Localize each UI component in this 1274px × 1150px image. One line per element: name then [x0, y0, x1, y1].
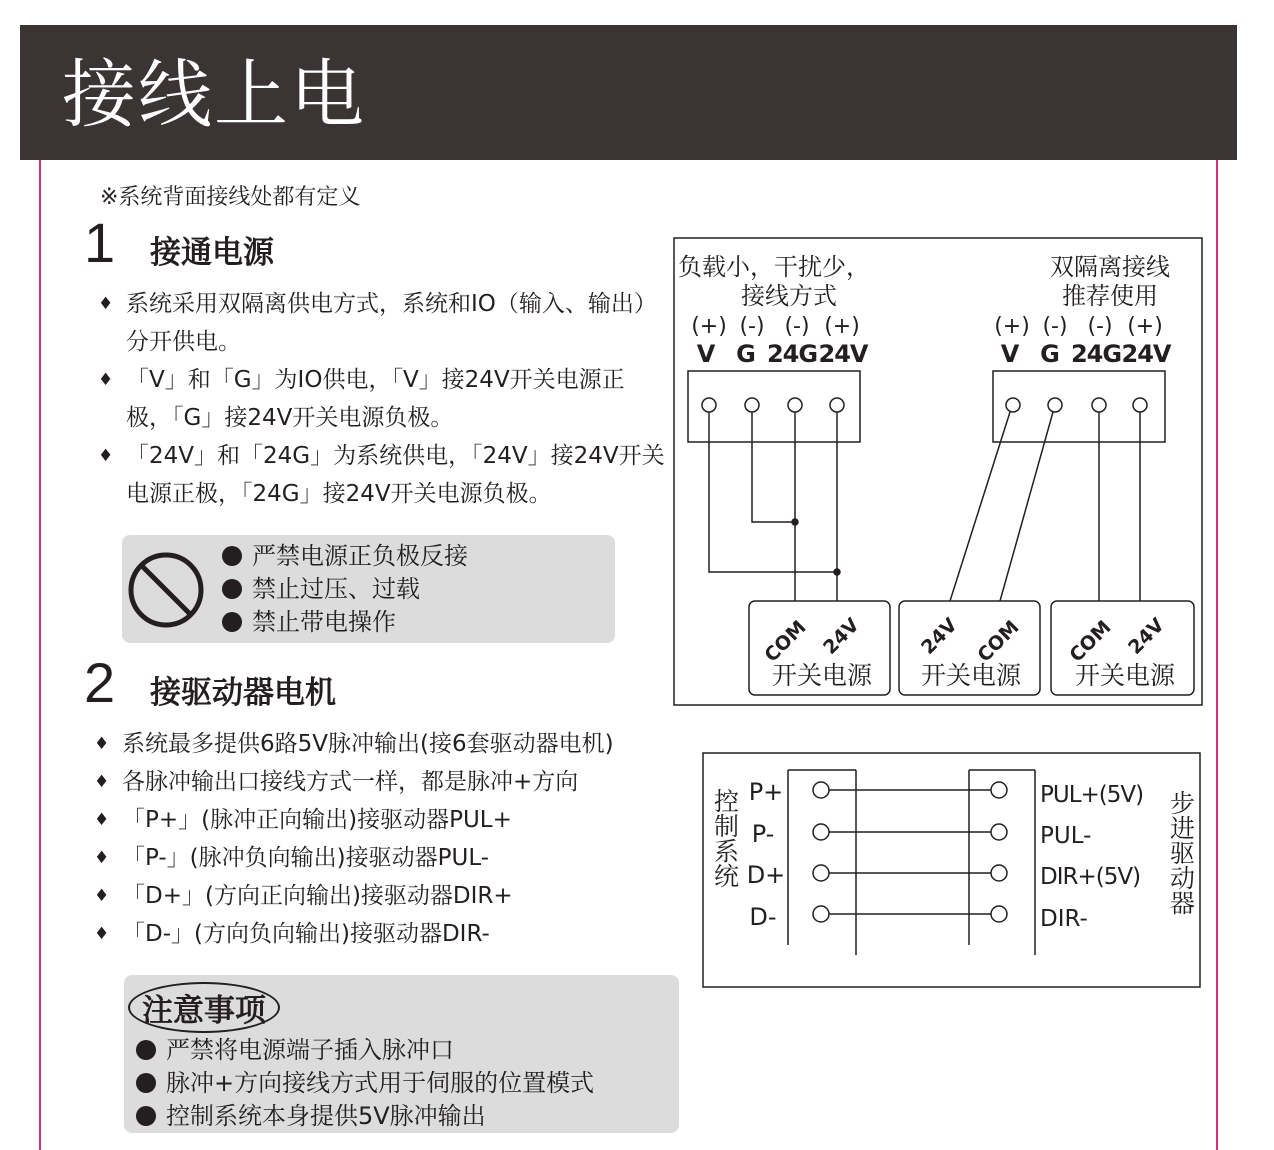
polarity-label: (+) [994, 314, 1030, 339]
pulse-diagram-labels [711, 778, 1196, 932]
diamond-bullet-icon: ♦ [94, 772, 110, 792]
diamond-bullet-icon: ♦ [94, 734, 110, 754]
diamond-bullet-icon: ♦ [98, 446, 114, 466]
terminal-label: 24V [818, 340, 868, 368]
definition-note: ※系统背面接线处都有定义 [100, 185, 361, 210]
psu-label: 开关电源 [920, 661, 1022, 690]
terminal-label: V [1000, 340, 1020, 368]
list-item: 脉冲+方向接线方式用于伺服的位置模式 [136, 1067, 594, 1100]
polarity-label: (-) [739, 314, 765, 339]
list-item: ♦ 「P-」(脉冲负向输出)接驱动器PUL- [90, 839, 690, 877]
page-title: 接线上电 [62, 52, 366, 138]
diamond-bullet-icon: ♦ [94, 810, 110, 830]
notice-title: 注意事项 [128, 982, 280, 1033]
left-caption-line-1: 负载小，干扰少， [678, 253, 870, 281]
list-item: 严禁电源正负极反接 [222, 540, 468, 573]
terminal-label: 24G [1070, 340, 1122, 368]
driver-vertical-label: 步进驱动器 [1166, 790, 1196, 915]
pin-label: PUL+(5V) [1040, 782, 1144, 808]
diamond-bullet-icon: ♦ [94, 924, 110, 944]
psu-com-label: COM [973, 616, 1024, 667]
polarity-label: (-) [784, 314, 810, 339]
psu-24v-label: 24V [1124, 614, 1169, 659]
diamond-bullet-icon: ♦ [98, 370, 114, 390]
psu-24v-label: 24V [819, 614, 864, 659]
diamond-bullet-icon: ♦ [98, 294, 114, 314]
terminal-label: 24V [1121, 340, 1171, 368]
pin-label: P- [751, 820, 775, 848]
list-item: ♦ 系统最多提供6路5V脉冲输出(接6套驱动器电机) [90, 725, 690, 763]
list-item: ♦ 「P+」(脉冲正向输出)接驱动器PUL+ [90, 801, 690, 839]
psu-com-label: COM [760, 616, 811, 667]
pin-label: PUL- [1040, 823, 1092, 849]
controller-vertical-label: 控制系统 [710, 788, 740, 888]
polarity-label: (+) [691, 314, 727, 339]
psu-com-label: COM [1065, 616, 1116, 667]
terminal-label: G [736, 340, 756, 368]
left-caption-line-2: 接线方式 [741, 282, 837, 310]
terminal-label: G [1040, 340, 1060, 368]
list-item: 控制系统本身提供5V脉冲输出 [136, 1100, 594, 1133]
psu-24v-label: 24V [917, 614, 962, 659]
pin-label: DIR+(5V) [1040, 864, 1141, 890]
list-item: ♦ 「D+」(方向正向输出)接驱动器DIR+ [90, 877, 690, 915]
polarity-label: (+) [824, 314, 860, 339]
polarity-label: (-) [1087, 314, 1113, 339]
polarity-label: (+) [1127, 314, 1163, 339]
section-2-number: 2 [84, 651, 116, 714]
right-caption-line-2: 推荐使用 [1062, 282, 1158, 310]
terminal-label: 24G [766, 340, 818, 368]
list-item: ♦ 「24V」和「24G」为系统供电，「24V」接24V开关电源正极，「24G」接24V开关电源负极。 [94, 437, 666, 513]
psu-label: 开关电源 [1074, 661, 1176, 690]
list-item: 严禁将电源端子插入脉冲口 [136, 1034, 594, 1067]
pin-label: D+ [746, 861, 786, 889]
diamond-bullet-icon: ♦ [94, 886, 110, 906]
diamond-bullet-icon: ♦ [94, 848, 110, 868]
psu-label: 开关电源 [771, 661, 873, 690]
terminal-label: V [696, 340, 716, 368]
pin-label: P+ [748, 778, 784, 806]
list-item: ♦ 各脉冲输出口接线方式一样，都是脉冲+方向 [90, 763, 690, 801]
section-2-title: 接驱动器电机 [150, 675, 336, 711]
pin-label: DIR- [1040, 906, 1088, 932]
list-item: ♦ 系统采用双隔离供电方式，系统和IO（输入、输出）分开供电。 [94, 285, 666, 361]
section-1-number: 1 [84, 211, 116, 274]
section-1-title: 接通电源 [150, 235, 274, 271]
list-item: ♦ 「V」和「G」为IO供电，「V」接24V开关电源正极，「G」接24V开关电源负极。 [94, 361, 666, 437]
list-item: 禁止带电操作 [222, 606, 468, 639]
right-caption-line-1: 双隔离接线 [1050, 253, 1170, 281]
polarity-label: (-) [1042, 314, 1068, 339]
pin-label: D- [749, 903, 777, 931]
list-item: ♦ 「D-」(方向负向输出)接驱动器DIR- [90, 915, 690, 953]
list-item: 禁止过压、过载 [222, 573, 468, 606]
